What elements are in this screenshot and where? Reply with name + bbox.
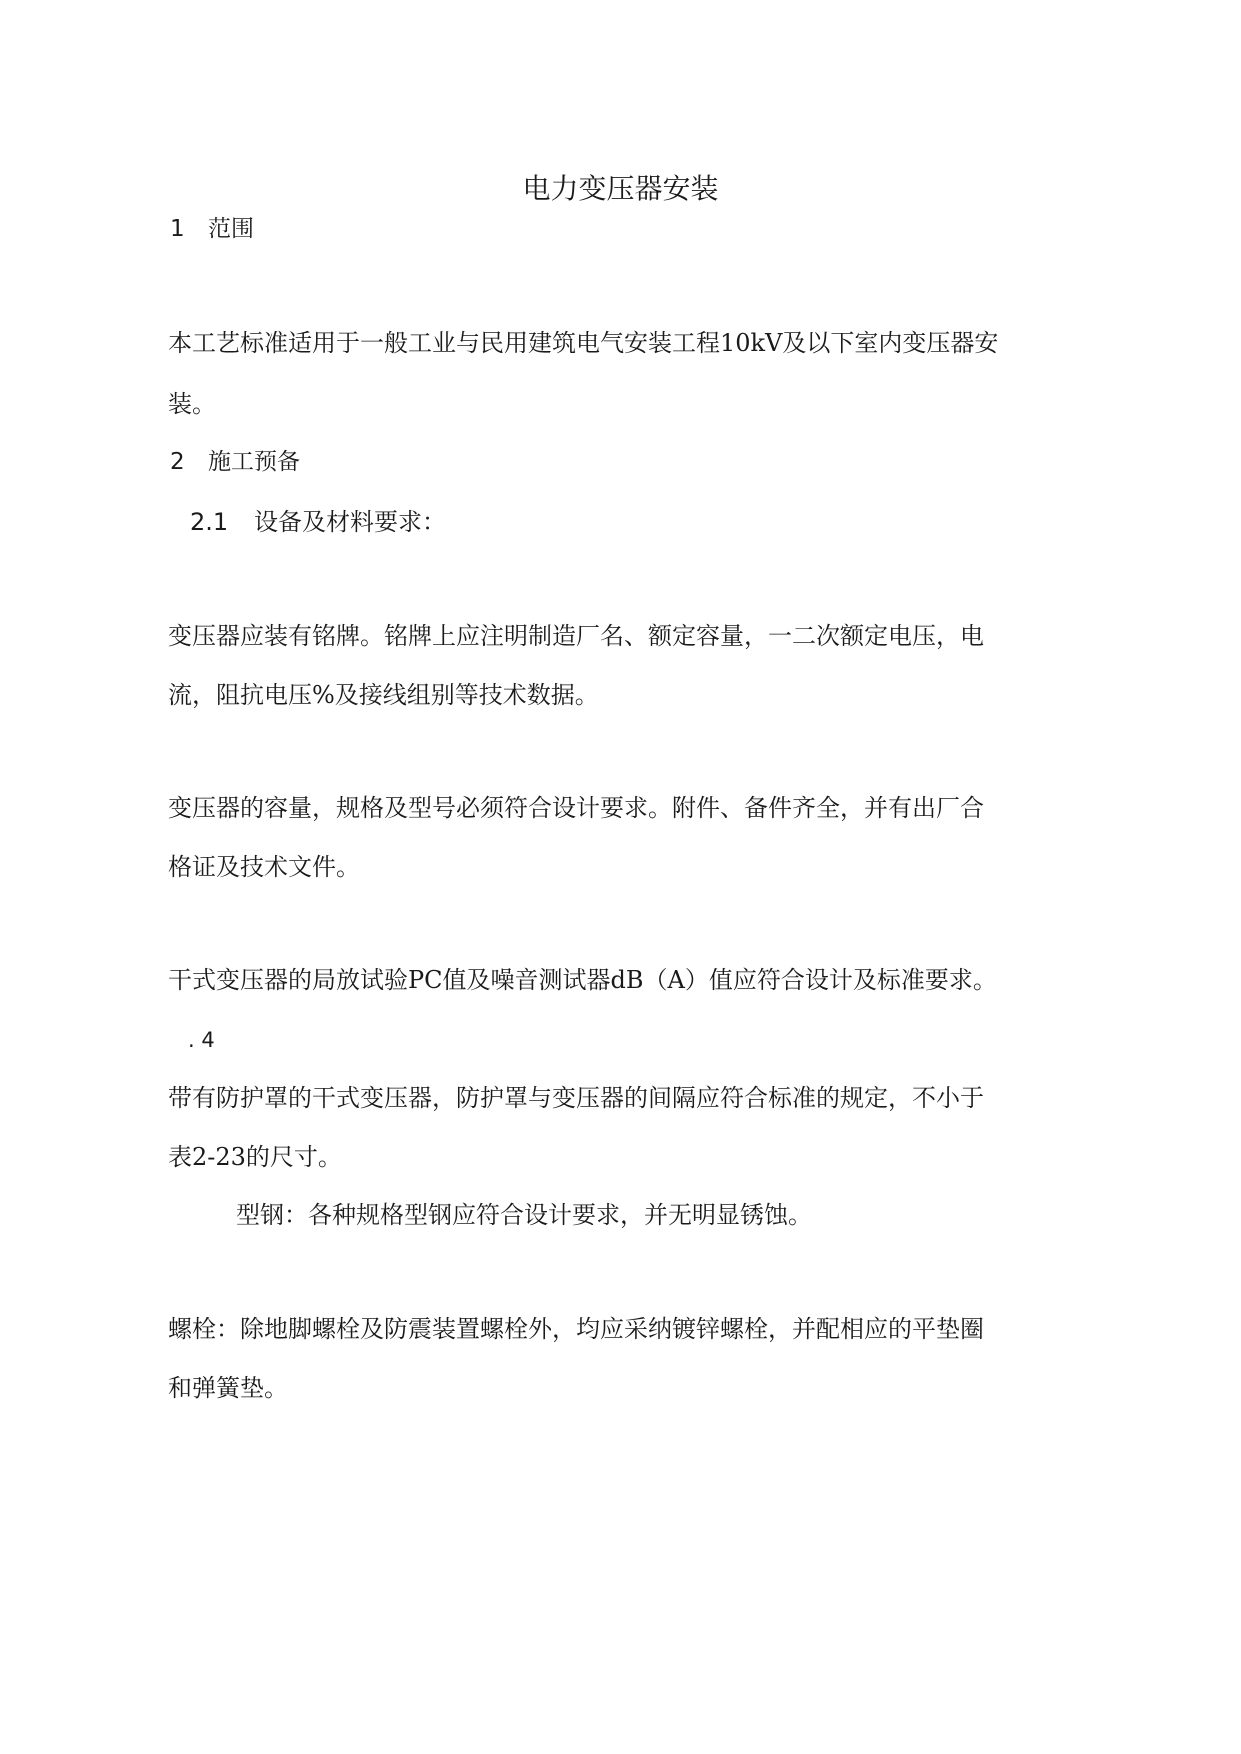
paragraph-line: 变压器的容量，规格及型号必须符合设计要求。附件、备件齐全，并有出厂合	[168, 794, 984, 822]
document-title: 电力变压器安装	[522, 172, 719, 205]
subsection-title: 设备及材料要求：	[254, 508, 446, 536]
section-title: 施工预备	[208, 449, 300, 475]
paragraph-line: 带有防护罩的干式变压器，防护罩与变压器的间隔应符合标准的规定，不小于	[168, 1084, 984, 1112]
section-heading-scope	[170, 214, 254, 244]
paragraph-line: 流，阻抗电压%及接线组别等技术数据。	[168, 681, 599, 709]
paragraph-line: 螺栓：除地脚螺栓及防震装置螺栓外，均应采纳镀锌螺栓，并配相应的平垫圈	[168, 1315, 984, 1343]
paragraph-line: 格证及技术文件。	[168, 853, 360, 881]
list-marker: . 4	[188, 1028, 215, 1052]
section-number: 2	[170, 449, 185, 475]
paragraph-line: 型钢：各种规格型钢应符合设计要求，并无明显锈蚀。	[236, 1201, 812, 1229]
subsection-heading-materials	[190, 507, 446, 537]
paragraph-line: 表2-23的尺寸。	[168, 1143, 342, 1171]
paragraph-line: 本工艺标准适用于一般工业与民用建筑电气安装工程10kV及以下室内变压器安	[168, 329, 999, 357]
subsection-number: 2.1	[190, 508, 229, 536]
paragraph-line: 变压器应装有铭牌。铭牌上应注明制造厂名、额定容量，一二次额定电压，电	[168, 622, 984, 650]
paragraph-line: 干式变压器的局放试验PC值及噪音测试器dB（A）值应符合设计及标准要求。	[168, 966, 997, 994]
paragraph-line: 装。	[168, 390, 216, 418]
section-number: 1	[170, 216, 185, 242]
paragraph-line: 和弹簧垫。	[168, 1374, 288, 1402]
section-title: 范围	[208, 216, 254, 242]
section-heading-preparation	[170, 447, 300, 477]
